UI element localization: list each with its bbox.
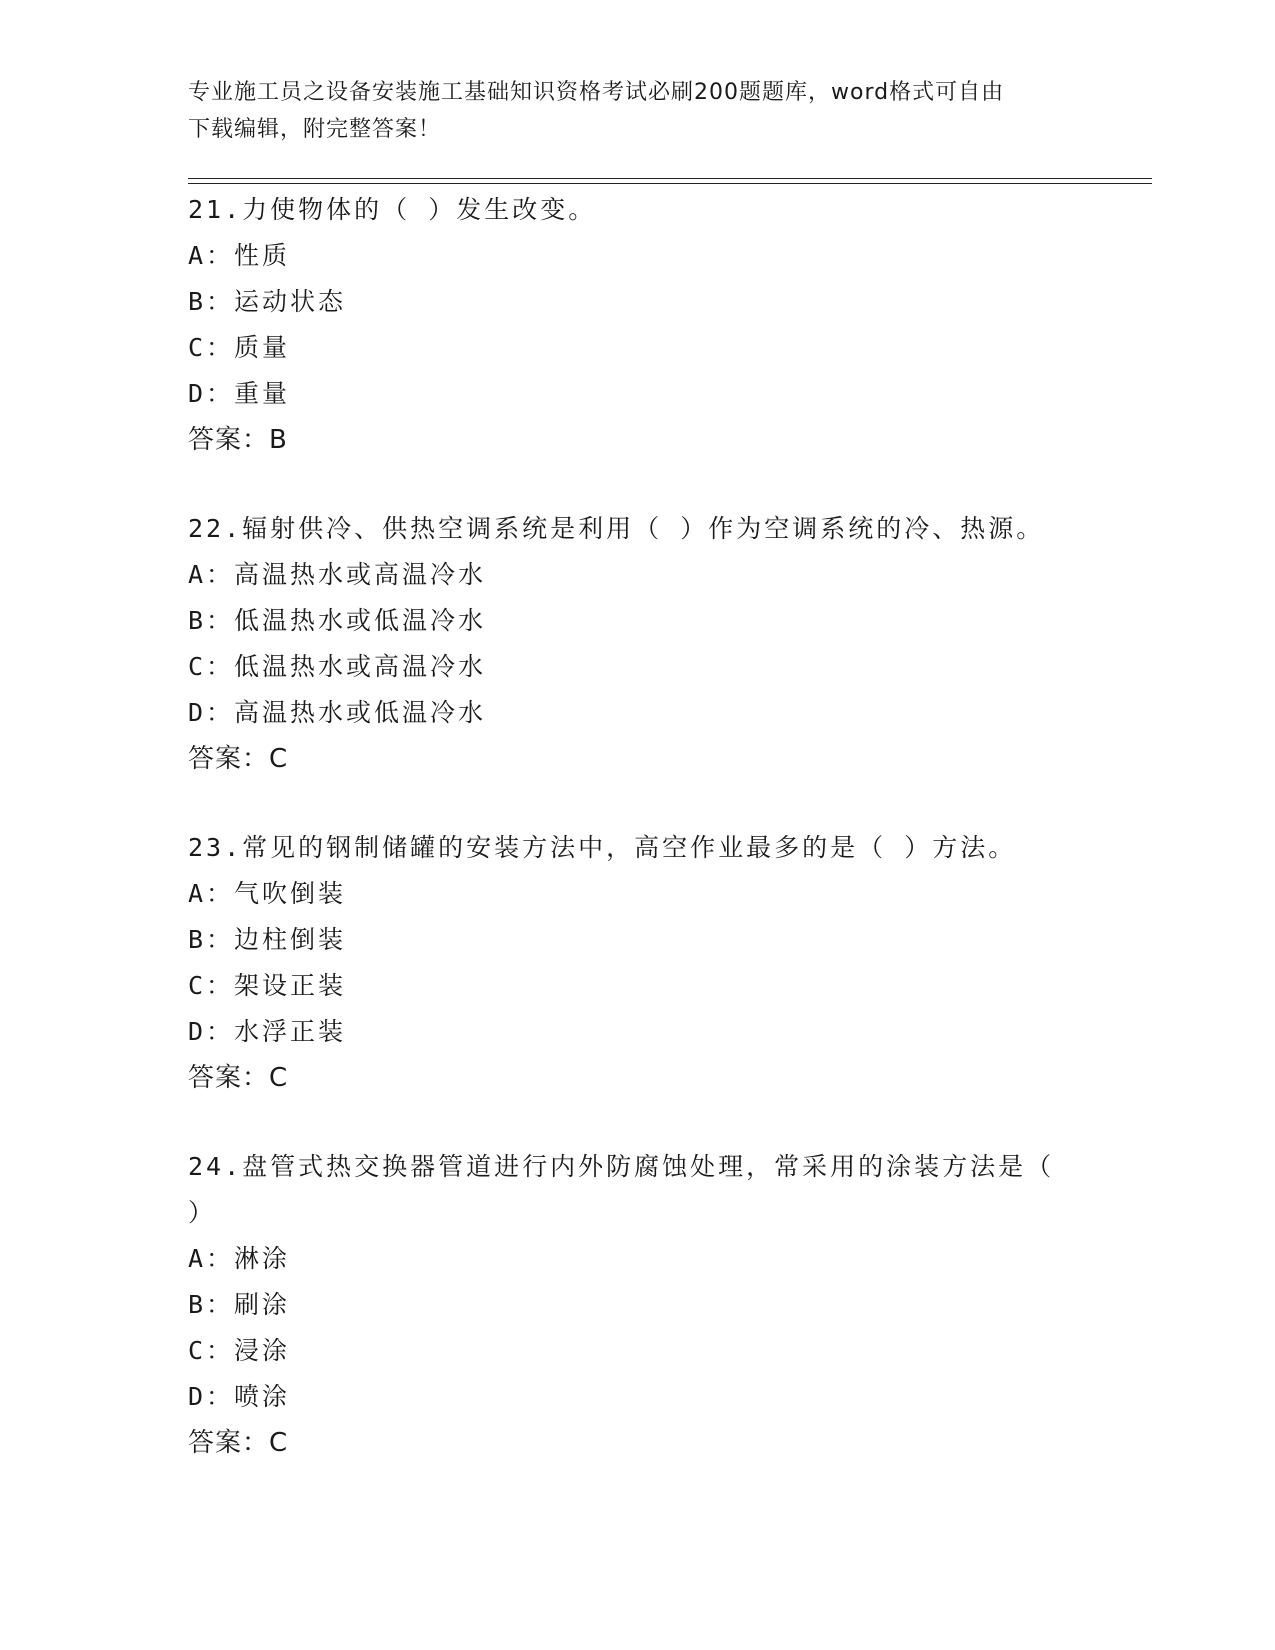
question-text: 23.常见的钢制储罐的安装方法中，高空作业最多的是（ ）方法。 [188,833,1017,862]
option-letter: D： [188,1017,235,1046]
option-letter: D： [188,1382,235,1411]
option-b [188,917,1088,963]
option-letter: B： [188,606,235,635]
option-b [188,1282,1088,1328]
question-24 [188,1144,1088,1466]
option-letter: C： [188,652,235,681]
option-letter: D： [188,379,235,408]
answer-line: 答案：C [188,1428,289,1458]
option-letter: C： [188,1336,235,1365]
option-text: 高温热水或低温冷水 [234,698,487,727]
answer-line: 答案：C [188,744,289,774]
question-21 [188,187,1088,463]
question-23 [188,825,1088,1101]
option-letter: D： [188,698,235,727]
option-text: 浸涂 [234,1336,291,1365]
option-text: 边柱倒装 [234,925,347,954]
option-d [188,690,1088,736]
question-text: 24.盘管式热交换器管道进行内外防腐蚀处理，常采用的涂装方法是（ [188,1152,1055,1181]
option-letter: B： [188,925,235,954]
option-letter: B： [188,1290,235,1319]
option-text: 高温热水或高温冷水 [234,560,487,589]
option-b [188,279,1088,325]
answer-line: 答案：C [188,1063,289,1093]
question-22 [188,506,1088,782]
option-text: 质量 [234,333,291,362]
question-text: 22.辐射供冷、供热空调系统是利用（ ）作为空调系统的冷、热源。 [188,514,1045,543]
option-c [188,1328,1088,1374]
option-letter: C： [188,333,235,362]
option-text: 刷涂 [234,1290,291,1319]
option-c [188,644,1088,690]
header-line-1: 专业施工员之设备安装施工基础知识资格考试必刷200题题库，word格式可自由 [188,80,1005,105]
option-b [188,598,1088,644]
option-text: 水浮正装 [234,1017,347,1046]
option-text: 淋涂 [234,1244,291,1273]
option-text: 重量 [234,379,291,408]
option-letter: C： [188,971,235,1000]
option-letter: A： [188,1244,235,1273]
option-a [188,552,1088,598]
answer-line: 答案：B [188,425,288,455]
option-text: 气吹倒装 [234,879,347,908]
option-d [188,1374,1088,1420]
option-text: 运动状态 [234,287,347,316]
header-divider-top [188,178,1152,179]
option-letter: A： [188,879,235,908]
option-text: 低温热水或低温冷水 [234,606,487,635]
option-text: 架设正装 [234,971,347,1000]
question-text: 21.力使物体的（ ）发生改变。 [188,195,597,224]
option-letter: A： [188,241,235,270]
header-divider-bottom [188,183,1152,184]
header-line-2: 下载编辑，附完整答案！ [188,117,442,142]
option-c [188,325,1088,371]
option-letter: A： [188,560,235,589]
document-header [188,74,1088,148]
option-a [188,871,1088,917]
option-text: 低温热水或高温冷水 [234,652,487,681]
option-d [188,371,1088,417]
option-text: 性质 [234,241,291,270]
option-d [188,1009,1088,1055]
question-text-continuation: ） [188,1198,217,1227]
option-a [188,1236,1088,1282]
option-c [188,963,1088,1009]
option-a [188,233,1088,279]
option-text: 喷涂 [234,1382,291,1411]
option-letter: B： [188,287,235,316]
